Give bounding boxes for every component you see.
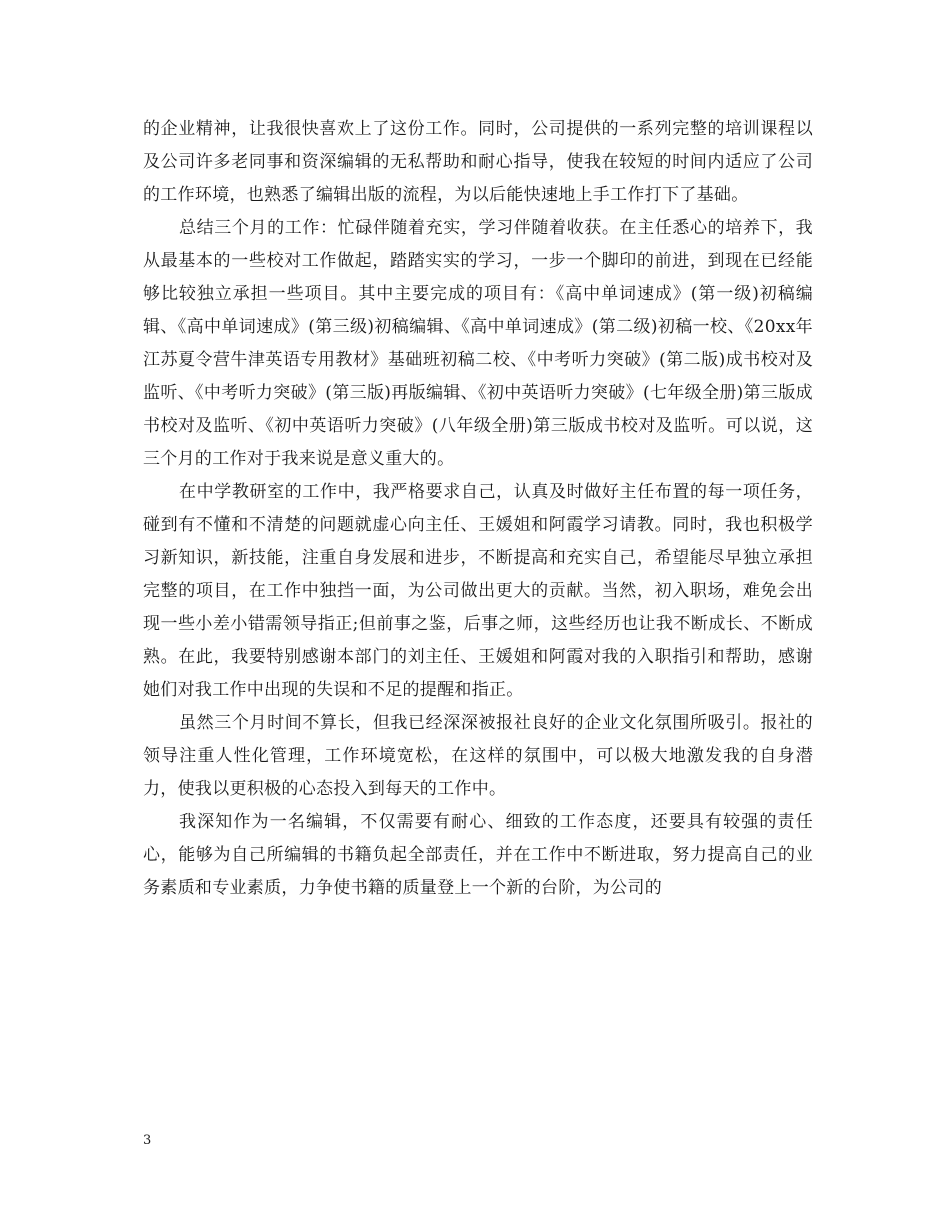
page-number: 3	[143, 1133, 152, 1148]
document-body	[143, 113, 813, 905]
paragraph-2: 总结三个月的工作：忙碌伴随着充实，学习伴随着收获。在主任悉心的培养下，我从最基本的一些校对工作做起，踏踏实实的学习，一步一个脚印的前进，到现在已经能够比较独立承担一些项目。其中主要完成的项目有：《高中单词速成》(第一级)初稿编辑、《高中单词速成》(第三级)初稿编辑、《高中单词速成》(第二级)初稿一校、《20xx年江苏夏令营牛津英语专用教材》基础班初稿二校、《中考听力突破》(第二版)成书校对及监听、《中考听力突破》(第三版)再版编辑、《初中英语听力突破》(七年级全册)第三版成书校对及监听、《初中英语听力突破》(八年级全册)第三版成书校对及监听。可以说，这三个月的工作对于我来说是意义重大的。	[143, 218, 813, 469]
paragraph-4: 虽然三个月时间不算长，但我已经深深被报社良好的企业文化氛围所吸引。报社的领导注重人性化管理，工作环境宽松，在这样的氛围中，可以极大地激发我的自身潜力，使我以更积极的心态投入到每天的工作中。	[143, 713, 813, 799]
paragraph-5: 我深知作为一名编辑，不仅需要有耐心、细致的工作态度，还要具有较强的责任心，能够为自己所编辑的书籍负起全部责任，并在工作中不断进取，努力提高自己的业务素质和专业素质，力争使书籍的质量登上一个新的台阶，为公司的	[143, 812, 813, 898]
paragraph-3: 在中学教研室的工作中，我严格要求自己，认真及时做好主任布置的每一项任务，碰到有不懂和不清楚的问题就虚心向主任、王媛姐和阿霞学习请教。同时，我也积极学习新知识，新技能，注重自身发展和进步，不断提高和充实自己，希望能尽早独立承担完整的项目，在工作中独挡一面，为公司做出更大的贡献。当然，初入职场，难免会出现一些小差小错需领导指正;但前事之鉴，后事之师，这些经历也让我不断成长、不断成熟。在此，我要特别感谢本部门的刘主任、王媛姐和阿霞对我的入职指引和帮助，感谢她们对我工作中出现的失误和不足的提醒和指正。	[143, 482, 813, 700]
paragraph-1: 的企业精神，让我很快喜欢上了这份工作。同时，公司提供的一系列完整的培训课程以及公司许多老同事和资深编辑的无私帮助和耐心指导，使我在较短的时间内适应了公司的工作环境，也熟悉了编辑出版的流程，为以后能快速地上手工作打下了基础。	[143, 119, 813, 205]
